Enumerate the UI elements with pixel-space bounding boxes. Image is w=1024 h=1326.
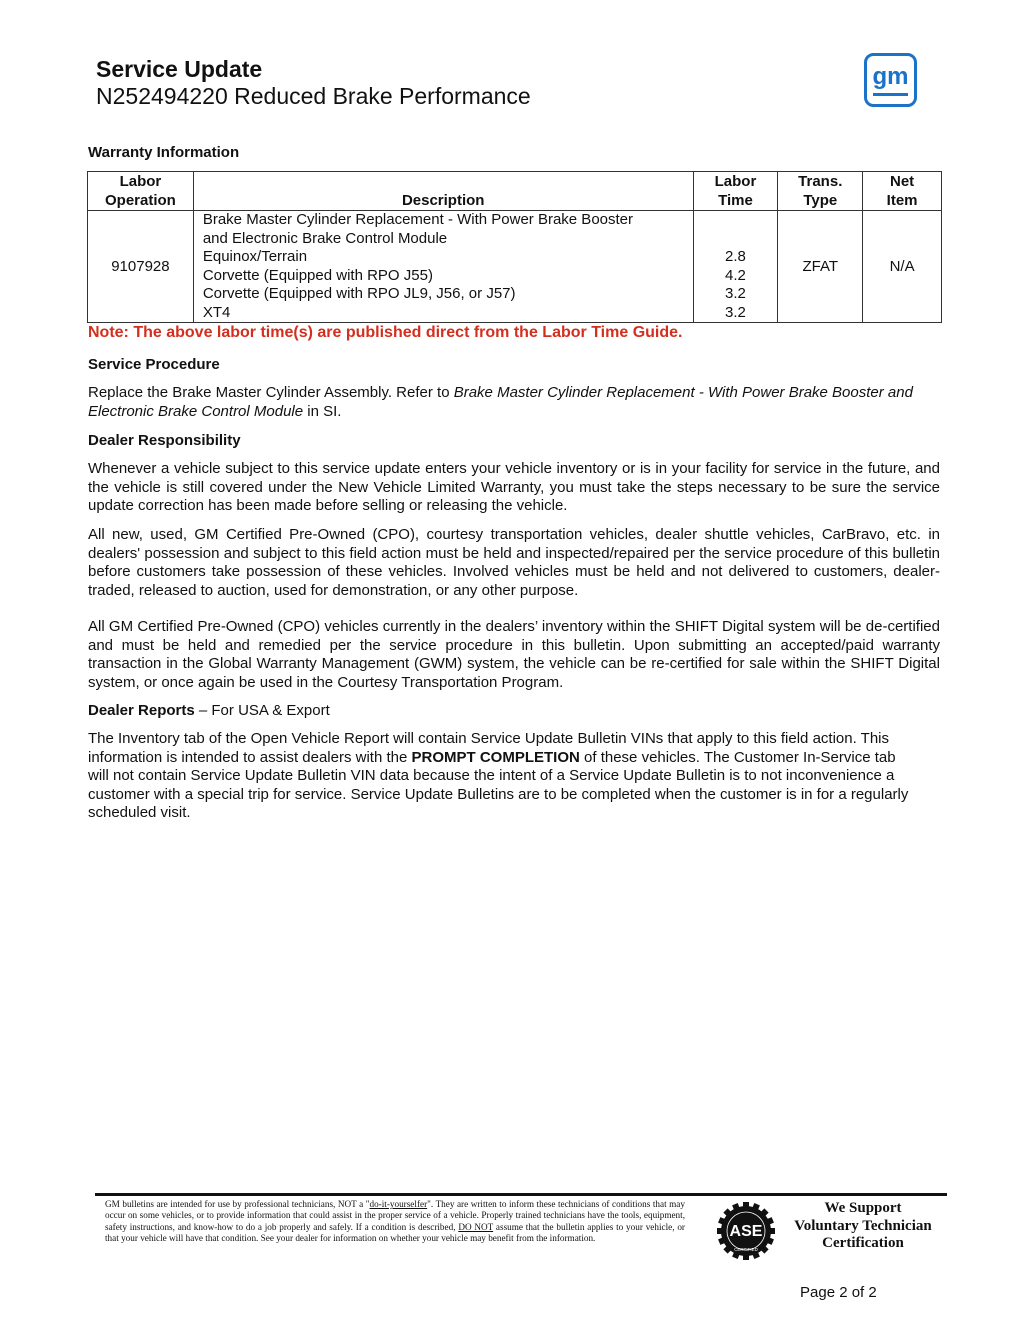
- support-line: Certification: [822, 1235, 904, 1251]
- gm-logo-text: gm: [872, 63, 909, 90]
- table-row: [88, 211, 942, 323]
- text-run: DO NOT: [458, 1221, 494, 1232]
- col-label: Labor: [714, 173, 757, 190]
- description-title: Brake Master Cylinder Replacement - With Power Brake Booster: [202, 211, 634, 228]
- text-run: The Inventory tab of the Open Vehicle Report will contain Service Update Bulletin VINs that apply to this field action. This information is intended to assist dealers with the: [88, 730, 889, 766]
- table-header-row: [88, 172, 942, 211]
- dealer-reports-heading: [88, 702, 330, 719]
- col-label: Time: [718, 191, 753, 209]
- service-procedure-heading: Service Procedure: [88, 356, 220, 373]
- col-label: Trans.: [798, 173, 843, 190]
- labor-time-value: 3.2: [725, 303, 746, 321]
- paragraph: All GM Certified Pre-Owned (CPO) vehicles currently in the dealers’ inventory within the SHIFT Digital system will be de-certified and must be held and remedied per the service procedure in this bulletin. Upon submitting an accepted/paid warranty transaction in the Global Warranty Management (GWM) system, the vehicle can be re-certified for sale within the SHIFT Digital system, or once again be used in the Courtesy Transportation Program.: [88, 618, 940, 691]
- support-line: We Support: [824, 1200, 902, 1216]
- page-subtitle: N252494220 Reduced Brake Performance: [96, 83, 531, 109]
- col-label: Description: [401, 191, 485, 209]
- emphasis: PROMPT COMPLETION: [411, 748, 580, 766]
- technician-certification-text: [786, 1200, 940, 1253]
- gm-logo-icon: [864, 53, 917, 107]
- warranty-heading: Warranty Information: [88, 144, 240, 161]
- labor-time-value: 2.8: [725, 248, 746, 265]
- ase-logo-text: ASE: [729, 1223, 763, 1240]
- col-description: [193, 172, 693, 211]
- vehicle-name: Equinox/Terrain: [202, 248, 308, 265]
- text-run: ". They are written to inform these technicians of conditions that may occur on some vehicles, or to provide information that could assist in the proper service of a vehicle. Properly trained technicians have the tools, equipment, safety instructions, and know-how to do a job properly and safely. If a condition is described,: [105, 1199, 685, 1232]
- labor-operation-cell: 9107928: [88, 211, 194, 323]
- labor-time-value: 3.2: [725, 285, 746, 302]
- text-run: GM bulletins are intended for use by professional technicians, NOT a ": [105, 1199, 370, 1209]
- footer-disclaimer: [105, 1199, 685, 1245]
- col-net-item: [863, 172, 942, 211]
- col-label: Operation: [105, 191, 176, 209]
- heading-label: Dealer Reports: [88, 702, 195, 719]
- ase-ring-text: CERTIFIED: [734, 1247, 758, 1252]
- description-title: and Electronic Brake Control Module: [202, 229, 448, 247]
- procedure-reference: Brake Master Cylinder Replacement - With Power Brake Booster and Electronic Brake Control Module: [88, 384, 913, 420]
- heading-suffix: – For USA & Export: [194, 702, 330, 719]
- page-title: Service Update: [96, 56, 263, 82]
- labor-time-note: Note: The above labor time(s) are published direct from the Labor Time Guide.: [88, 324, 683, 341]
- col-labor-time: [693, 172, 778, 211]
- dealer-responsibility-heading: Dealer Responsibility: [88, 432, 241, 449]
- text-run: Replace the Brake Master Cylinder Assembly. Refer to: [88, 384, 454, 401]
- vehicle-name: Corvette (Equipped with RPO J55): [202, 266, 433, 284]
- text-run: assume that the bulletin applies to your vehicle, or that your vehicle will have that condition. See your dealer for information on whether your vehicle may benefit from the information.: [105, 1221, 685, 1244]
- labor-table: [87, 171, 942, 323]
- dealer-reports-text: [88, 730, 920, 823]
- net-item-cell: N/A: [863, 211, 942, 323]
- vehicle-name: Corvette (Equipped with RPO JL9, J56, or J57): [202, 285, 516, 302]
- dealer-responsibility-para-2: [88, 526, 940, 600]
- col-labor-operation: [88, 172, 194, 211]
- text-run: in SI.: [303, 402, 342, 420]
- service-procedure-text: [88, 384, 940, 421]
- labor-time-value: 4.2: [725, 266, 746, 284]
- col-label: Net: [890, 173, 915, 190]
- description-cell: [193, 211, 693, 323]
- trans-type-cell: ZFAT: [778, 211, 863, 323]
- text-run: of these vehicles. The Customer In-Service tab will not contain Service Update Bulletin VIN data because the intent of a Service Update Bulletin is to not inconvenience a customer with a special trip for service. Service Update Bulletins are to be completed when the customer is in for a regularly scheduled visit.: [88, 748, 909, 822]
- dealer-responsibility-para-3: [88, 618, 940, 692]
- col-label: Item: [886, 191, 918, 209]
- support-line: Voluntary Technician: [794, 1217, 932, 1234]
- paragraph: All new, used, GM Certified Pre-Owned (CPO), courtesy transportation vehicles, dealer shuttle vehicles, CarBravo, etc. in dealers' possession and subject to this field action must be held and inspected/repaired per the service procedure of this bulletin before customers take possession of these vehicles. Involved vehicles must be held and not delivered to customers, dealer-traded, released to auction, used for demonstration, or any other purpose.: [88, 526, 940, 599]
- ase-certified-logo-icon: [716, 1201, 776, 1261]
- col-label: Labor: [119, 173, 162, 190]
- col-label: Type: [803, 191, 838, 209]
- page-number: Page 2 of 2: [800, 1284, 877, 1301]
- vehicle-name: XT4: [202, 303, 231, 321]
- text-run: do-it-yourselfer: [369, 1199, 428, 1209]
- footer-divider: [95, 1193, 947, 1196]
- paragraph: Whenever a vehicle subject to this service update enters your vehicle inventory or is in your facility for service in the future, and the vehicle is still covered under the New Vehicle Limited Warranty, you must take the steps necessary to be sure the service update correction has been made before selling or releasing the vehicle.: [88, 460, 940, 515]
- dealer-responsibility-para-1: [88, 460, 940, 516]
- col-trans-type: [778, 172, 863, 211]
- labor-time-cell: [693, 211, 778, 323]
